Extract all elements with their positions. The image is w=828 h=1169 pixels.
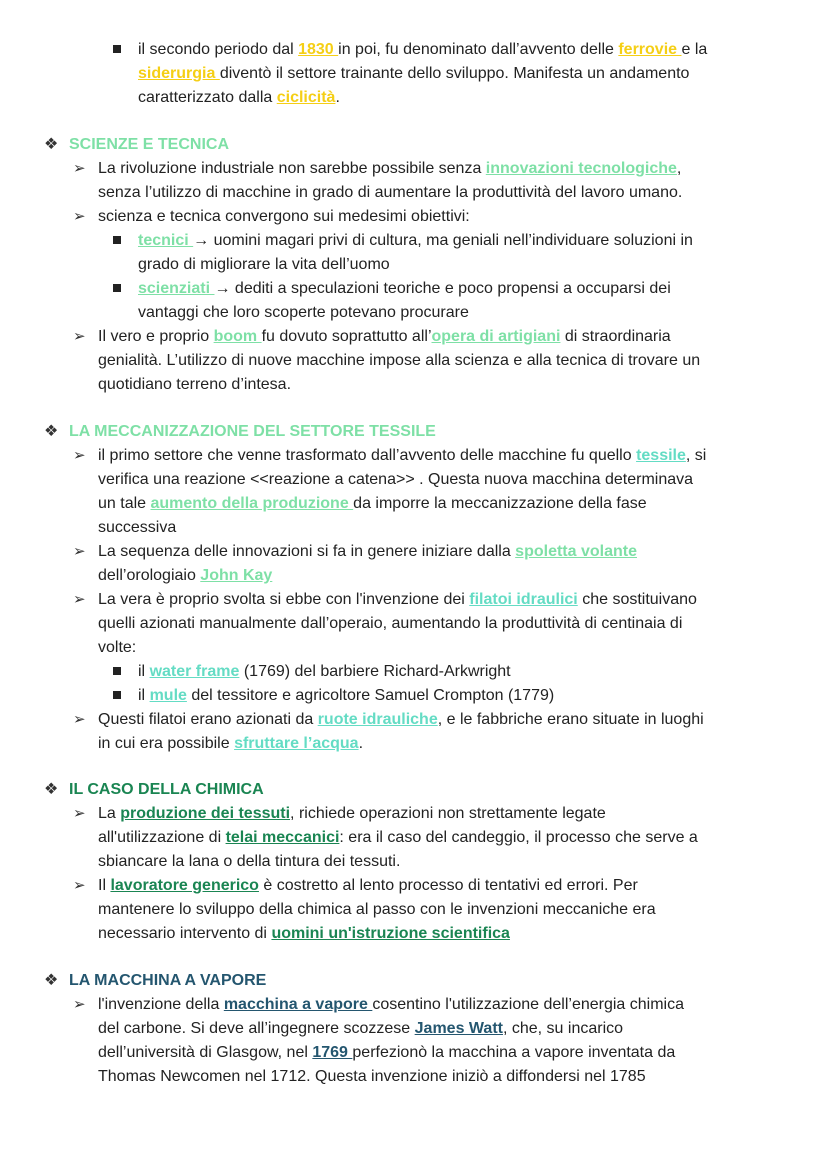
arrow-bullet-icon: ➢ [73,208,86,225]
keyword-1830: 1830 [298,41,339,58]
text-line: necessario intervento di uomini un'istruzione scientifica [98,925,510,942]
text-line: il water frame (1769) del barbiere Richard-Arkwright [138,663,511,680]
keyword-scienziati: scienziati [138,280,215,297]
text-line: dell’orologiaio John Kay [98,567,273,584]
text-line: quotidiano terreno d’intesa. [98,376,292,393]
text-line: Questi filatoi erano azionati da ruote idrauliche, e le fabbriche erano situate in luoghi [98,711,704,728]
text-line: quelli azionati manualmente dall’operaio, aumentando la produttività di centinaia di [98,615,683,632]
arrow-bullet-icon: ➢ [73,591,86,608]
text-line: il mule del tessitore e agricoltore Samuel Crompton (1779) [138,687,555,704]
keyword-ciclicita: ciclicità [276,89,336,106]
keyword-lavoratore-generico: lavoratore generico [110,877,259,894]
square-bullet-icon [113,284,121,292]
text-line: Thomas Newcomen nel 1712. Questa invenzione iniziò a diffondersi nel 1785 [98,1068,646,1085]
keyword-siderurgia: siderurgia [138,65,220,82]
text-line: tecnici → uomini magari privi di cultura, ma geniali nell’individuare soluzioni in [138,232,693,249]
keyword-macchina-vapore: macchina a vapore [223,996,373,1013]
text-line: volte: [98,639,137,656]
keyword-sfruttare-acqua: sfruttare l’acqua [234,735,359,752]
keyword-filatoi-idraulici: filatoi idraulici [469,591,578,608]
text-line: vantaggi che loro scoperte potevano procurare [138,304,469,321]
keyword-tecnici: tecnici [138,232,194,249]
text-line: scienza e tecnica convergono sui medesimi obiettivi: [98,208,470,225]
keyword-mule: mule [149,687,187,704]
arrow-bullet-icon: ➢ [73,328,86,345]
arrow-bullet-icon: ➢ [73,805,86,822]
diamond-bullet-icon: ❖ [44,781,59,798]
text-line: caratterizzato dalla ciclicità. [138,89,340,106]
section-title-tessile: LA MECCANIZZAZIONE DEL SETTORE TESSILE [69,423,436,440]
text-line: scienziati → dediti a speculazioni teoriche e poco propensi a occuparsi dei [138,280,671,297]
square-bullet-icon [113,45,121,53]
text-line: del carbone. Si deve all’ingegnere scozzese James Watt, che, su incarico [98,1020,624,1037]
text-line: sbiancare la lana o della tintura dei tessuti. [98,853,401,870]
keyword-produzione-tessuti: produzione dei tessuti [120,805,291,822]
text-line: siderurgia diventò il settore trainante dello sviluppo. Manifesta un andamento [138,65,690,82]
diamond-bullet-icon: ❖ [44,136,59,153]
text-line: grado di migliorare la vita dell’uomo [138,256,390,273]
text-line: il secondo periodo dal 1830 in poi, fu denominato dall’avvento delle ferrovie e la [138,41,708,58]
text-line: un tale aumento della produzione da imporre la meccanizzazione della fase [98,495,647,512]
text-line: Il lavoratore generico è costretto al lento processo di tentativi ed errori. Per [98,877,638,894]
diamond-bullet-icon: ❖ [44,423,59,440]
text-line: verifica una reazione <<reazione a catena>> . Questa nuova macchina determinava [98,471,694,488]
keyword-1769: 1769 [312,1044,353,1061]
text-line: all'utilizzazione di telai meccanici: era il caso del candeggio, il processo che serve a [98,829,698,846]
section-title-scienze: SCIENZE E TECNICA [69,136,230,153]
text-line: La sequenza delle innovazioni si fa in genere iniziare dalla spoletta volante [98,543,637,560]
arrow-bullet-icon: ➢ [73,543,86,560]
square-bullet-icon [113,236,121,244]
square-bullet-icon [113,667,121,675]
text-line: La produzione dei tessuti, richiede operazioni non strettamente legate [98,805,606,822]
text-line: La vera è proprio svolta si ebbe con l'invenzione dei filatoi idraulici che sostituivano [98,591,697,608]
keyword-tessile: tessile [636,447,686,464]
keyword-telai-meccanici: telai meccanici [225,829,340,846]
section-title-chimica: IL CASO DELLA CHIMICA [69,781,264,798]
section-title-vapore: LA MACCHINA A VAPORE [69,972,267,989]
text-line: senza l’utilizzo di macchine in grado di aumentare la produttività del lavoro umano. [98,184,683,201]
keyword-ruote-idrauliche: ruote idrauliche [317,711,438,728]
text-line: Il vero e proprio boom fu dovuto soprattutto all’opera di artigiani di straordinaria [98,328,671,345]
arrow-bullet-icon: ➢ [73,447,86,464]
text-line: genialità. L’utilizzo di nuove macchine impose alla scienza e alla tecnica di trovare un [98,352,701,369]
arrow-bullet-icon: ➢ [73,996,86,1013]
keyword-boom: boom [213,328,262,345]
keyword-james-watt: James Watt [414,1020,503,1037]
text-line: in cui era possibile sfruttare l’acqua. [98,735,364,752]
keyword-opera-artigiani: opera di artigiani [431,328,561,345]
text-line: La rivoluzione industriale non sarebbe possibile senza innovazioni tecnologiche, [98,160,682,177]
keyword-ferrovie: ferrovie [618,41,682,58]
text-line: l'invenzione della macchina a vapore cosentino l'utilizzazione dell’energia chimica [98,996,684,1013]
keyword-john-kay: John Kay [200,567,273,584]
diamond-bullet-icon: ❖ [44,972,59,989]
text-line: successiva [98,519,177,536]
keyword-uomini-istruzione: uomini un'istruzione scientifica [271,925,510,942]
arrow-bullet-icon: ➢ [73,160,86,177]
square-bullet-icon [113,691,121,699]
keyword-innovazioni: innovazioni tecnologiche [485,160,677,177]
keyword-aumento-produzione: aumento della produzione [150,495,354,512]
text-line: mantenere lo sviluppo della chimica al passo con le invenzioni meccaniche era [98,901,656,918]
keyword-water-frame: water frame [149,663,240,680]
text-line: dell’università di Glasgow, nel 1769 perfezionò la macchina a vapore inventata da [98,1044,676,1061]
keyword-spoletta-volante: spoletta volante [515,543,637,560]
arrow-bullet-icon: ➢ [73,711,86,728]
arrow-bullet-icon: ➢ [73,877,86,894]
text-line: il primo settore che venne trasformato dall’avvento delle macchine fu quello tessile, si [98,447,707,464]
